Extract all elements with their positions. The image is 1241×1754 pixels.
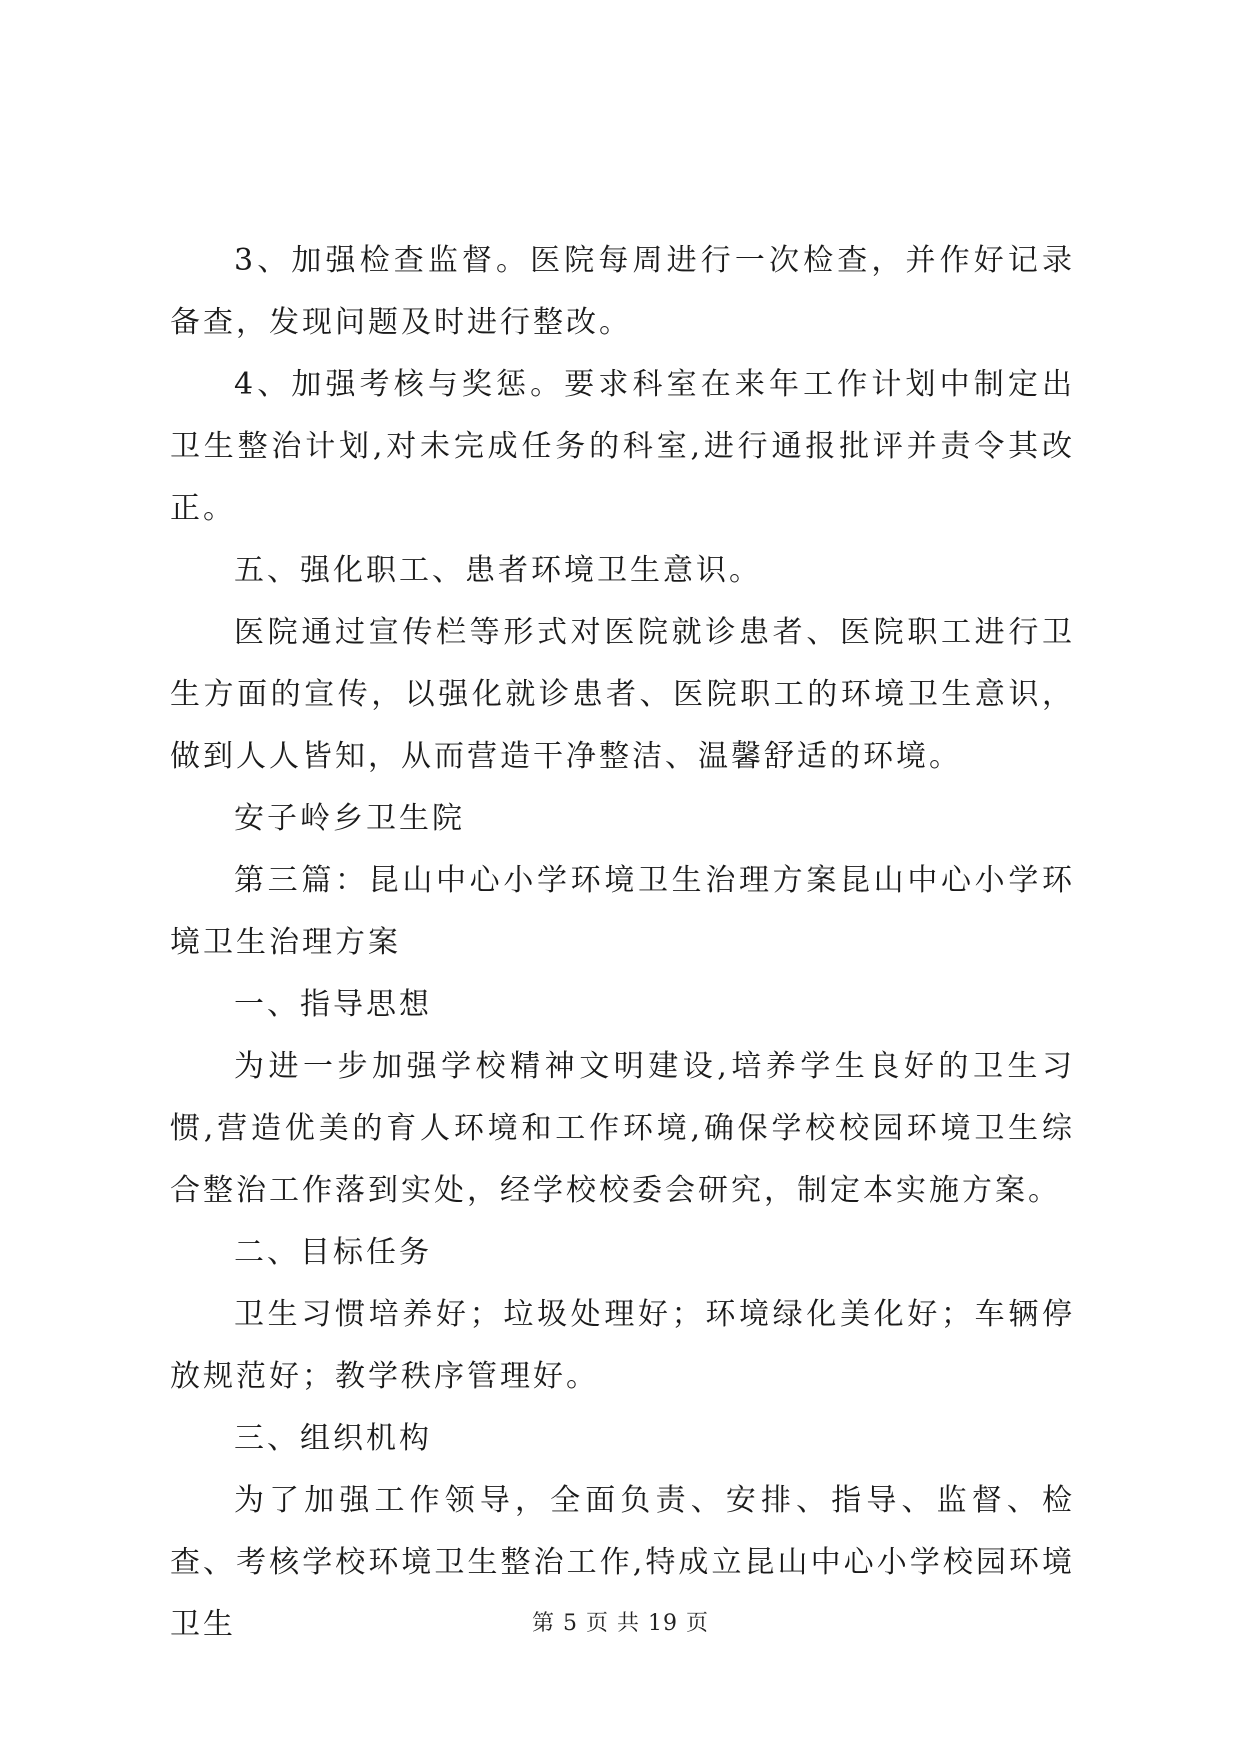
- section-heading-three: 三、组织机构: [234, 1421, 432, 1456]
- paragraph-organization: 为了加强工作领导，全面负责、安排、指导、监督、检查、考核学校环境卫生整治工作,特成立昆山中心小学校园环境卫生: [170, 1483, 1075, 1642]
- section-heading-five: 五、强化职工、患者环境卫生意识。: [234, 553, 762, 588]
- paragraph-publicity: 医院通过宣传栏等形式对医院就诊患者、医院职工进行卫生方面的宣传，以强化就诊患者、医院职工的环境卫生意识，做到人人皆知，从而营造干净整洁、温馨舒适的环境。: [170, 615, 1075, 774]
- section-heading-two: 二、目标任务: [234, 1235, 432, 1270]
- paragraph-goals: 卫生习惯培养好；垃圾处理好；环境绿化美化好；车辆停放规范好；教学秩序管理好。: [170, 1297, 1075, 1394]
- page-number-label: 第 5 页 共 19 页: [532, 1611, 709, 1636]
- paragraph-item-3: 3、加强检查监督。医院每周进行一次检查，并作好记录备查，发现问题及时进行整改。: [170, 243, 1075, 340]
- section-heading-one: 一、指导思想: [234, 987, 432, 1022]
- paragraph-guiding-thought: 为进一步加强学校精神文明建设,培养学生良好的卫生习惯,营造优美的育人环境和工作环境,确保学校校园环境卫生综合整治工作落到实处，经学校校委会研究，制定本实施方案。: [170, 1049, 1075, 1208]
- page-footer: [0, 1606, 1241, 1637]
- article-title: 第三篇：昆山中心小学环境卫生治理方案昆山中心小学环境卫生治理方案: [170, 863, 1075, 960]
- document-body: [170, 230, 1075, 1656]
- organization-signature: 安子岭乡卫生院: [234, 801, 465, 836]
- paragraph-item-4: 4、加强考核与奖惩。要求科室在来年工作计划中制定出卫生整治计划,对未完成任务的科室,进行通报批评并责令其改正。: [170, 367, 1075, 526]
